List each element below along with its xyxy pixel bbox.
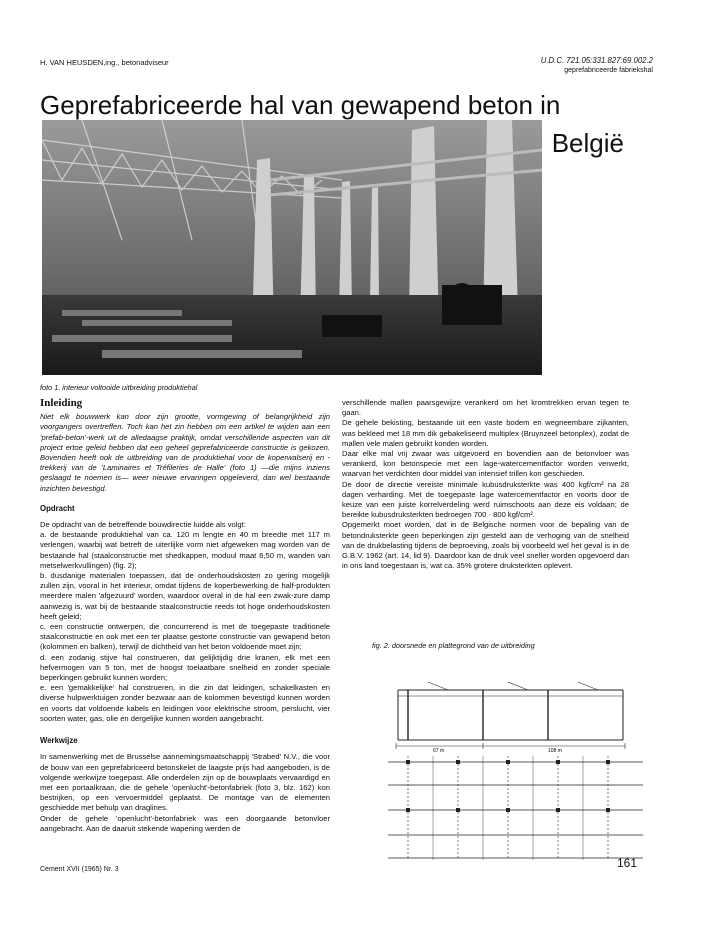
opdracht-item-e: e. een 'gemakkelijke' hal construeren, in die zin dat leidingen, schakelkasten en diverse hulpwerktuigen zonder bezwaar aan de kolommen bevestigd kunnen worden en voorts dat voldoende kabels en leidingen voor elektrische stroom, perslucht, vier soorten water, gas, olie en dergelijke kunnen worden aangebracht. bbox=[40, 683, 330, 723]
opdracht-item-c: c. een constructie ontwerpen, die concurrerend is met de toegepaste traditionele staalconstructie en ook met een ter plaatse gestorte constructie van gewapend beton (kolommen en balken), terwijl de dichtheid van het beton voldoende moet zijn; bbox=[40, 622, 330, 652]
dimension-right: 108 m bbox=[548, 748, 562, 754]
section-plan-drawing bbox=[388, 660, 643, 860]
photo-caption: foto 1. interieur voltooide uitbreiding produktiehal bbox=[40, 383, 198, 392]
paragraph-normen: Opgemerkt moet worden, dat in de Belgische normen voor de bepaling van de betondruksterkte geen beperkingen zijn gesteld aan de verhoging van de snelheid van de drukbelasting tijdens de beproeving, zoals bij voorbeeld wel het geval is in de G.B.V. 1962 (art. 14, lid 9). Daardoor kan de druk veel sneller worden opgevoerd dan in ons land toegestaan is, wat ca. 35% grotere druksterkten oplevert. bbox=[342, 520, 629, 571]
page-title: Geprefabriceerde hal van gewapend beton in bbox=[40, 90, 561, 120]
subheading-werkwijze: Werkwijze bbox=[40, 736, 78, 746]
page-number: 161 bbox=[616, 856, 637, 870]
hall-interior-photo bbox=[42, 120, 542, 375]
intro-paragraph: Niet elk bouwwerk kan door zijn grootte, vormgeving of belangrijkheid zijn voorgangers overtreffen. Toch kan het zin hebben om een artikel te wijden aan een 'prefab-beton'-werk uit de alledaagse praktijk, omdat verschillende aspecten van dit project ertoe geleid hebben dat een geheel geprefabriceerde constructie is gekozen. Bovendien heeft ook de uitbreiding van de produktiehal voor de koperwalserij en -trekkerij van de 'Laminaires et Tréfileries de Halle' (foto 1) —die mijns inziens geslaagd te noemen is— weer nieuwe ervaringen opgeleverd, dan wel bestaande inzichten bevestigd. bbox=[40, 412, 330, 493]
paragraph-druksterkte: De door de directie vereiste minimale kubusdruksterkte was 400 kgf/cm² na 28 dagen verharding. Met de toegepaste lage watercementfactor en voorts door de keuze van een juiste korrelverdeling werd ruimschoots aan deze eis voldaan; de bereikte kubusdruksterkten bedroegen 700 · 800 kgf/cm². bbox=[342, 479, 629, 520]
right-column bbox=[342, 398, 629, 571]
opdracht-intro: De opdracht van de betreffende bouwdirectie luidde als volgt: bbox=[40, 520, 246, 530]
subheading-opdracht: Opdracht bbox=[40, 503, 75, 513]
journal-footer: Cement XVII (1965) Nr. 3 bbox=[40, 866, 119, 873]
dimension-left: 67 m bbox=[433, 748, 445, 754]
opdracht-item-b: b. dusdanige materialen toepassen, dat de onderhoudskosten zo gering mogelijk zullen zijn, vooral in het interieur, omdat tijdens de koperbewerking de half-produkten meerdere malen 'afgezuurd' worden, waardoor overal in de hal een zwak-zure damp aanwezig is, wat bij de bestaande staalconstructie reeds tot hoge onderhoudskosten heeft geleid; bbox=[40, 571, 330, 621]
udc-subject: geprefabriceerde fabriekshal bbox=[564, 67, 653, 74]
author-line: H. VAN HEUSDEN,ing., betonadviseur bbox=[40, 58, 169, 67]
paragraph-verankerd: verschillende mallen paarsgewijze verankerd om het kromtrekken ervan tegen te gaan. bbox=[342, 398, 629, 418]
figure-section-plan bbox=[388, 660, 643, 860]
paragraph-bekisting: De gehele bekisting, bestaande uit een vaste bodem en wegneembare zijkanten, was bekleed met 18 mm dik gebakeliseerd multiplex (Bruynzeel betonplex), zodat de mallen vele malen gebruikt konden worden. bbox=[342, 418, 629, 448]
paragraph-betonspecie: Daar elke mal vrij zwaar was uitgevoerd en bovendien aan de betonvloer was verankerd, kon betonspecie met een lage-watercementfactor worden verwerkt, waarvan het verdichten door middel van intensief trillen kon geschieden. bbox=[342, 449, 629, 479]
left-column bbox=[40, 398, 330, 834]
photo-hall-interior bbox=[42, 120, 542, 375]
opdracht-item-d: d. een zodanig stijve hal construeren, dat gelijktijdig drie kranen, elk met een hefvermogen van 5 ton, met de hoogst toelaatbare snelheid en zonder speciale beperkingen gebruikt kunnen worden; bbox=[40, 652, 330, 683]
figure-caption: fig. 2. doorsnede en plattegrond van de uitbreiding bbox=[372, 641, 535, 650]
section-heading-inleiding: Inleiding bbox=[40, 397, 83, 409]
page-title-country: België bbox=[551, 128, 624, 158]
opdracht-item-a: a. de bestaande produktiehal van ca. 120 m lengte en 40 m breedte met 117 m verlengen, waarbij wat betreft de uiterlijke vorm niet afgeweken mag worden van de bestaande hal (staalconstructie met shedkappen, moduul maat 6,50 m, wanden van metselwerkvullingen) (fig. 2); bbox=[40, 530, 330, 570]
werkwijze-paragraph: In samenwerking met de Brusselse aannemingsmaatschappij 'Strabed' N.V., die voor de bouw van een geprefabriceerd betonskelet de laagste prijs had aangeboden, is de volgende werkwijze toegepast. Alle onderdelen zijn op de bouwplaats vervaardigd en met een portaalkraan, die de gehele 'openlucht'-betonfabriek (foto 3, blz. 162) kon bestrijken, op een vervoermiddel geplaatst. De montage van de elementen geschiedde met behulp van draglines. Onder de gehele 'openlucht'-betonfabriek was een doorgaande betonvloer aangebracht. Aan de daaruit stekende wapening werden de bbox=[40, 752, 330, 833]
udc-code: U.D.C. 721.05:331.827:69.002.2 bbox=[540, 56, 653, 65]
